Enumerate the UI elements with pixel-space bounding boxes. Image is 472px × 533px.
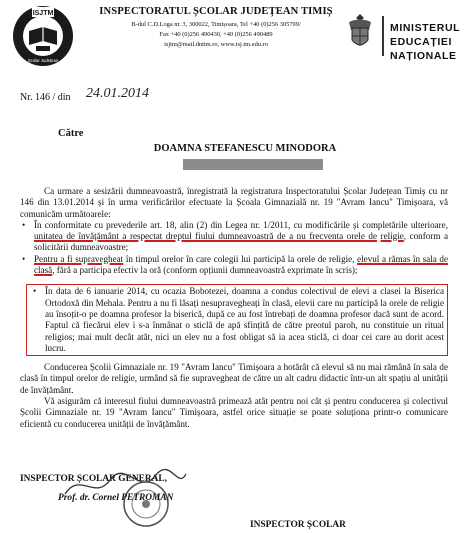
- bullet-dot-icon: •: [22, 253, 26, 264]
- signature-title-right: INSPECTOR ȘCOLAR: [250, 520, 346, 530]
- bullet2-underlined-1: Pentru a fi supravegheat: [34, 253, 124, 264]
- isjtm-seal-logo: [12, 5, 74, 67]
- ministry-name-line2: EDUCAȚIEI: [390, 36, 452, 48]
- institution-name: INSPECTORATUL ȘCOLAR JUDEȚEAN TIMIȘ: [99, 6, 333, 17]
- coat-of-arms-icon: [346, 12, 374, 52]
- signature-title-left: INSPECTOR ȘCOLAR GENERAL,: [20, 474, 167, 484]
- ministry-divider: [382, 16, 384, 56]
- bullet1-text-a: În conformitate cu prevederile art. 18, alin (2) din Legea nr. 1/2011, cu modificările și completările ulterioare,: [34, 219, 448, 230]
- bullet2-text-a: în timpul orelor în care colegii lui participă la orele de religie,: [123, 253, 358, 264]
- bullet1-text-b: , conform a solicitării dumneavoastre;: [34, 231, 448, 253]
- bullet-item-1: [20, 220, 448, 254]
- bullet-dot-icon: •: [22, 219, 26, 230]
- bullet1-underlined-1: unitatea de învățământ a respectat dreptul fiului dumneavoastră de a nu frecventa orele de: [34, 231, 377, 242]
- bullet1-underlined-2: religie: [380, 231, 404, 242]
- bullet2-underlined-2: elevul a rămas în sala de clasă: [34, 253, 448, 276]
- official-stamp: [122, 480, 170, 528]
- svg-text:ISJTM: ISJTM: [32, 10, 54, 17]
- recipient-label: Către: [58, 128, 84, 139]
- recipient-name: DOAMNA STEFANESCU MINODORA: [153, 143, 337, 154]
- ministry-name-line1: MINISTERUL: [390, 22, 461, 34]
- contact-email-web: isjtm@mail.dnttm.ro, www.isj.tm.edu.ro: [164, 41, 268, 48]
- highlighted-box: [26, 284, 448, 356]
- bullet2-text-b: , fără a participa efectiv la oră (conform opțiunii dumneavoastră exprimate în scris);: [52, 265, 358, 276]
- bullet-dot-icon: •: [33, 286, 37, 297]
- bullet-item-3: [31, 286, 444, 354]
- handwritten-date: 24.01.2014: [86, 86, 149, 101]
- contact-address: B-dul C.D.Loga nr. 3, 300022, Timișoara, Tel +40 (0)256 305799/: [131, 21, 301, 28]
- redaction-bar: [183, 159, 323, 170]
- asiguram-paragraph: Vă asigurăm că interesul fiului dumneavoastră primează atât pentru noi cât și pentru conducerea și colectivul Școlii Gimnaziale nr. 19 "Avram Iancu" Timișoara, astfel orice situație se poate soluționa printr-o comunicare eficientă cu conducerea unității de învățământ.: [20, 396, 448, 429]
- letter-body: [20, 186, 448, 430]
- conducerea-paragraph: Conducerea Școlii Gimnaziale nr. 19 "Avram Iancu" Timișoara a hotărât că elevul să nu mai rămână în sala de clasă în timpul orelor de religie, urmând să fie supravegheat de către un alt cadru didactic într-un alt spațiu al unității de învățământ.: [20, 362, 448, 395]
- signature-name-left: Prof. dr. Cornel PETROMAN: [58, 493, 174, 503]
- reference-number: Nr. 146 / din: [20, 92, 71, 103]
- ministry-name-line3: NAȚIONALE: [390, 50, 457, 62]
- svg-text:Școlar Județean: Școlar Județean: [27, 58, 59, 63]
- bullet-item-2: [20, 254, 448, 277]
- contact-fax: Fax +40 (0)256 490430, +40 (0)256 490489: [159, 31, 273, 38]
- intro-paragraph: Ca urmare a sesizării dumneavoastră, înregistrată la registratura Inspectoratului Școlar Județean Timiș cu nr 146 din 13.01.2014 și în urma verificărilor efectuate la Școala Gimnazială nr. 19 "Avram Iancu" Timișoara, vă comunicăm următoarele:: [20, 186, 448, 219]
- bullet3-text: În data de 6 ianuarie 2014, cu ocazia Bobotezei, doamna a condus colectivul de elevi a clasei la Biserica Ortodoxă din Mehala. Pentru a nu fi lăsați nesupravegheați în clasă, elevii care nu participă la orele de religie au însoțit-o pe doamna profesor la biserică, după ce au fost întrebați de doamna profesor dacă sunt de acord. Faptul că fiecărui elev i s-a înmânat o sticlă de apă sfințită de către preotul paroh, nu constituie un ritual religios; mai mult decât atât, nici un elev nu a fost obligat să ia acea sticlă, ci doar cei care au dorit acest lucru.: [45, 286, 444, 353]
